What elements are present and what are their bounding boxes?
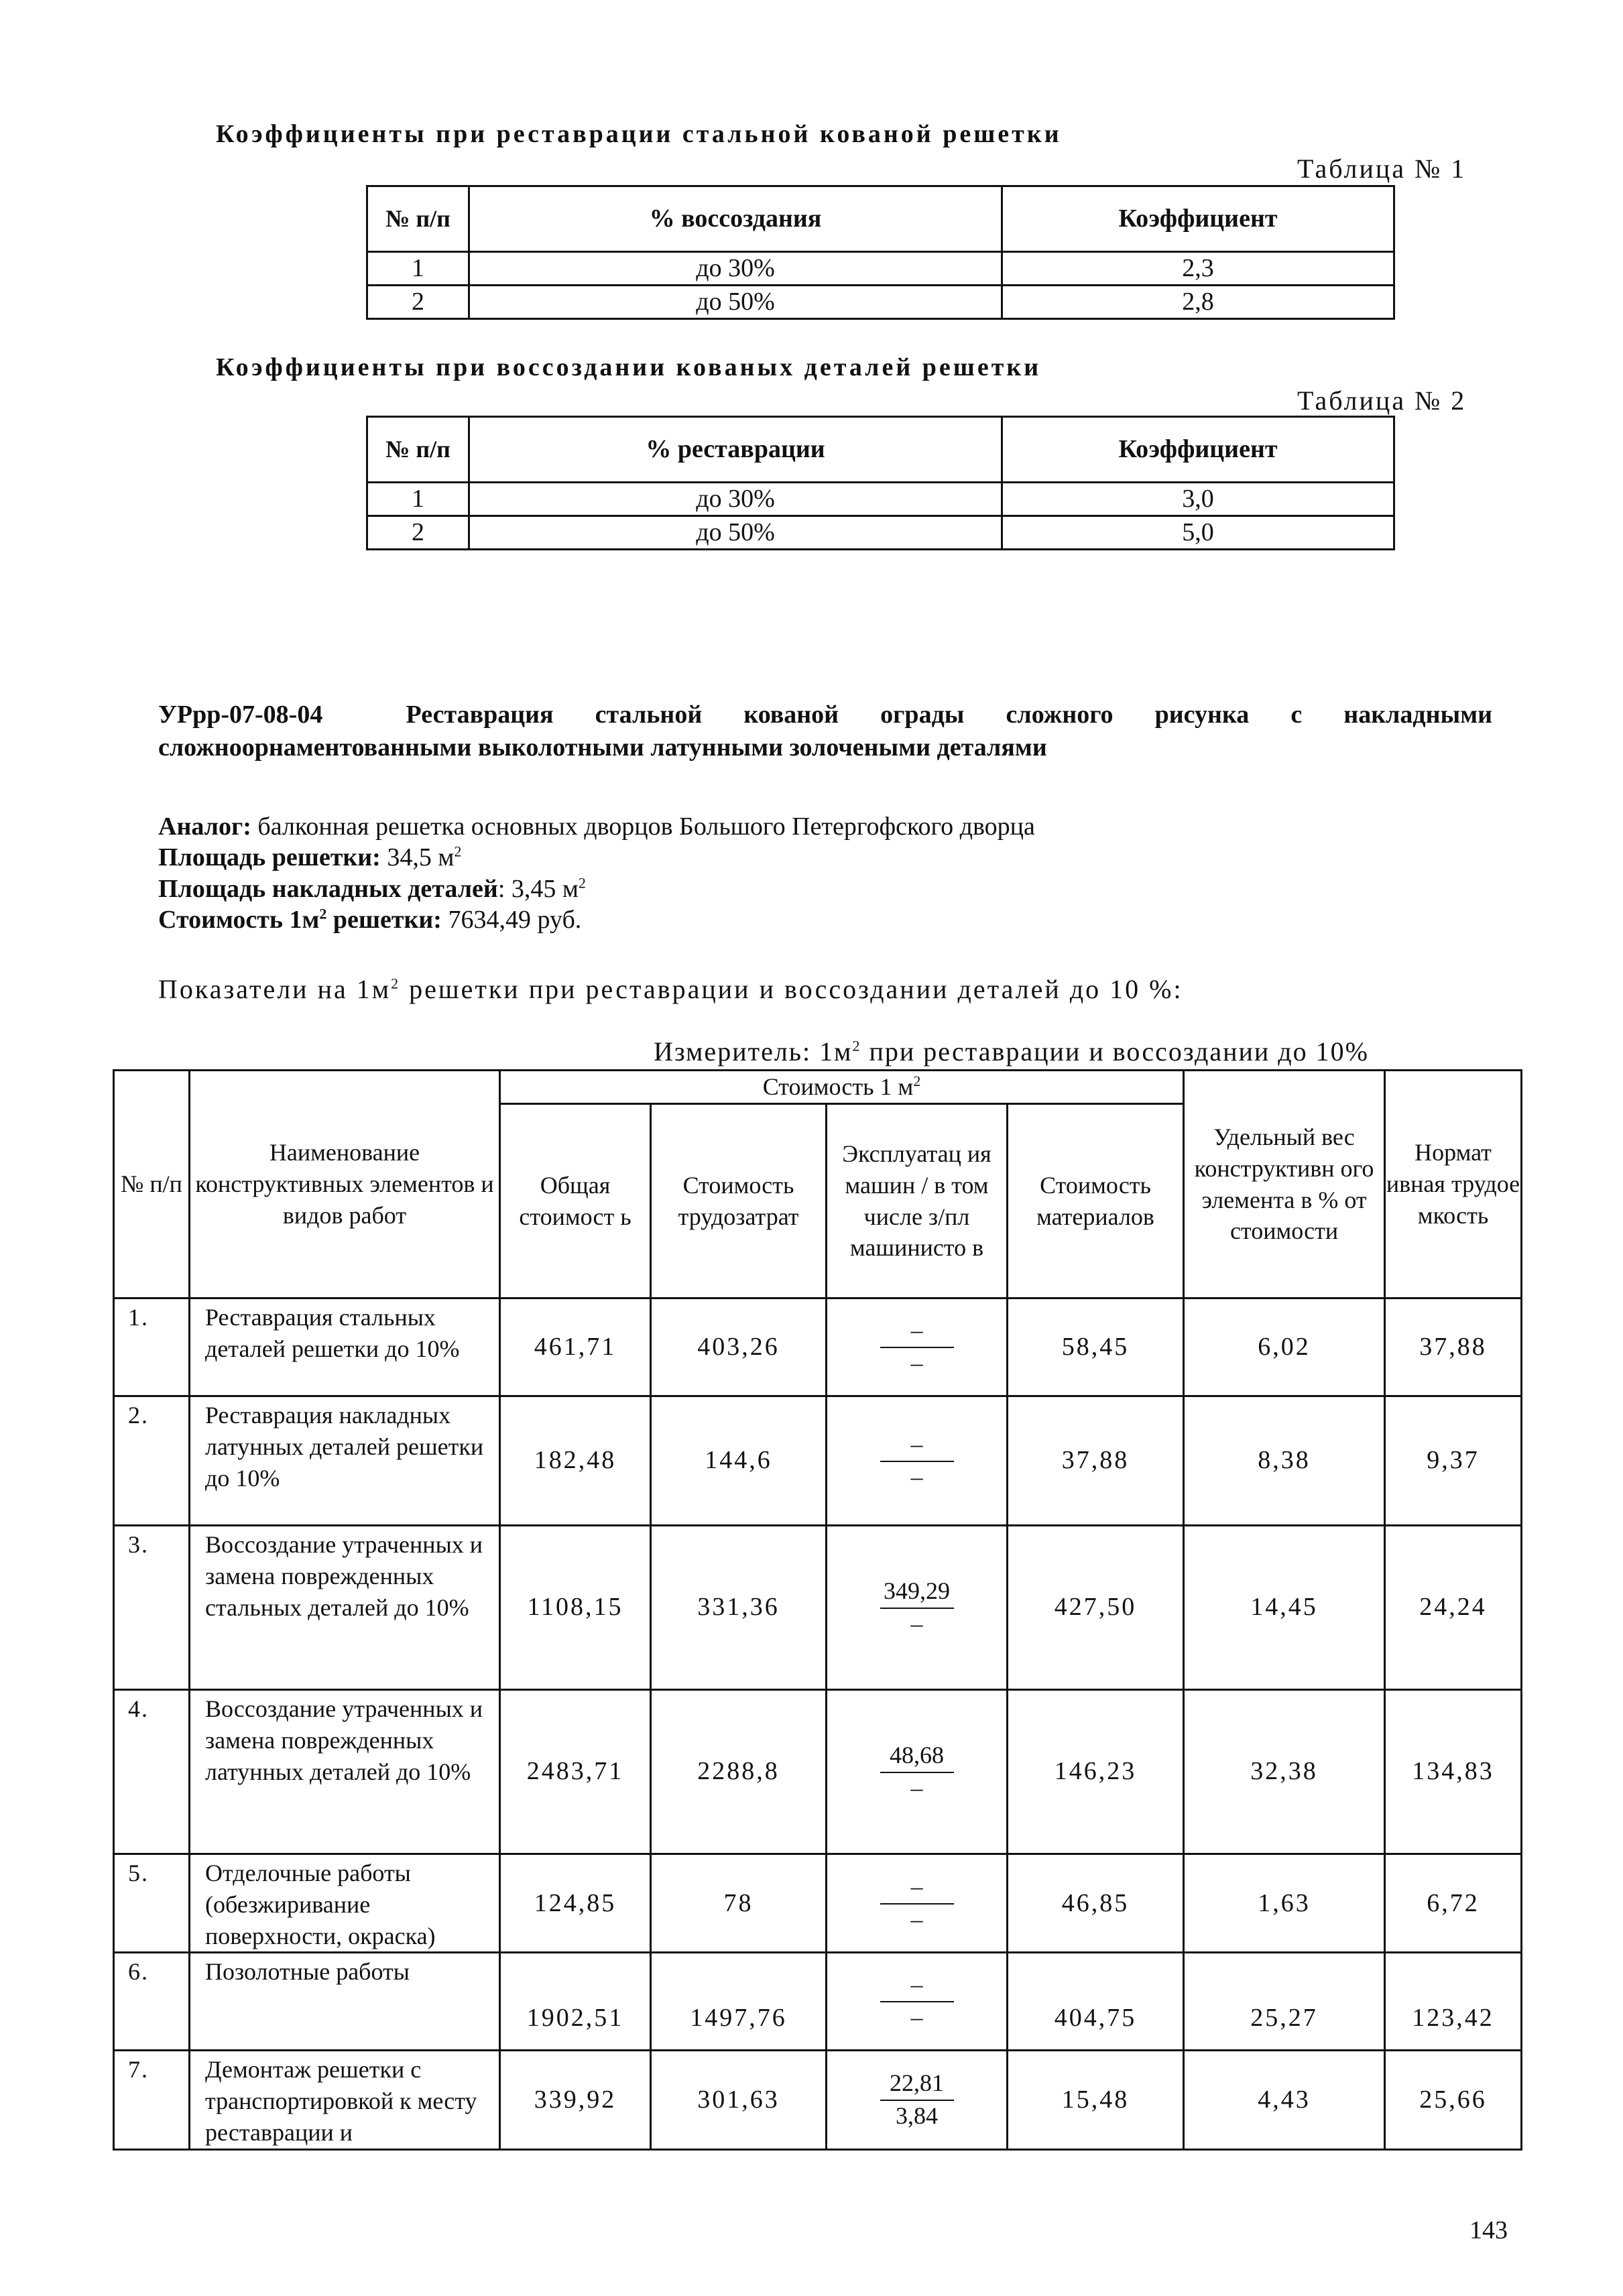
sup-2: 2 — [319, 905, 327, 922]
machines-top: 48,68 — [890, 1741, 944, 1768]
table1-label: Таблица № 1 — [1297, 154, 1467, 184]
page-number: 143 — [1469, 2216, 1508, 2244]
table2-header-pct: % реставрации — [469, 417, 1002, 483]
header-materials: Стоимость материалов — [1008, 1104, 1184, 1298]
table-row — [114, 1854, 1522, 1953]
row-name: Позолотные работы — [190, 1953, 500, 2051]
table-row — [114, 1396, 1522, 1526]
row-num: 7. — [114, 2051, 190, 2149]
table1 — [366, 185, 1395, 320]
table2-header-num: № п/п — [367, 417, 469, 483]
row-total: 1108,15 — [500, 1526, 651, 1690]
table2-cell: 5,0 — [1002, 516, 1394, 550]
row-weight: 6,02 — [1184, 1298, 1385, 1396]
row-machines — [827, 1396, 1008, 1526]
overlay-label: Площадь накладных деталей — [158, 874, 498, 903]
row-weight: 8,38 — [1184, 1396, 1385, 1526]
header-name: Наименование конструктивных элементов и видов работ — [190, 1071, 500, 1298]
row-num: 1. — [114, 1298, 190, 1396]
indicators-text-a: Показатели на 1м — [158, 974, 392, 1004]
row-num: 5. — [114, 1854, 190, 1953]
main-table — [113, 1069, 1522, 2151]
row-machines — [827, 2051, 1008, 2149]
machines-top: – — [910, 1430, 923, 1457]
row-name: Демонтаж решетки с транспортировкой к месту реставрации и — [190, 2051, 500, 2149]
row-name: Отделочные работы (обезжиривание поверхности, окраска) — [190, 1854, 500, 1953]
area-value: 34,5 м — [387, 843, 455, 872]
row-num: 3. — [114, 1526, 190, 1690]
machines-bottom: – — [910, 1349, 923, 1377]
table2-cell: 2 — [367, 516, 469, 550]
section-heading — [158, 699, 1492, 764]
row-norm: 123,42 — [1385, 1953, 1522, 2051]
table1-cell: до 30% — [469, 252, 1002, 286]
row-weight: 1,63 — [1184, 1854, 1385, 1953]
row-total: 2483,71 — [500, 1690, 651, 1854]
analog-value: балконная решетка основных дворцов Большого Петергофского дворца — [257, 812, 1035, 841]
table-row — [114, 1690, 1522, 1854]
row-machines — [827, 1854, 1008, 1953]
header-cost-group-text: Стоимость 1 м — [762, 1073, 914, 1101]
header-machines: Эксплуатац ия машин / в том числе з/пл машинисто в — [827, 1104, 1008, 1298]
table2-cell: до 30% — [469, 483, 1002, 516]
sup-2: 2 — [578, 874, 586, 892]
machines-bottom: – — [910, 1610, 923, 1637]
row-materials: 404,75 — [1008, 1953, 1184, 2051]
table1-header-pct: % воссоздания — [469, 186, 1002, 252]
sup-2: 2 — [852, 1037, 861, 1054]
machines-bottom: – — [910, 2004, 923, 2031]
row-machines — [827, 1953, 1008, 2051]
cost-label-b: решетки: — [326, 906, 442, 934]
table-row — [114, 1526, 1522, 1690]
sup-2: 2 — [391, 975, 401, 992]
row-num: 6. — [114, 1953, 190, 2051]
row-labor: 403,26 — [651, 1298, 827, 1396]
machines-top: 22,81 — [890, 2069, 944, 2097]
cost-label-a: Стоимость 1м — [158, 906, 320, 934]
row-total: 182,48 — [500, 1396, 651, 1526]
section-code: УРрр-07-08-04 — [158, 701, 323, 729]
row-materials: 427,50 — [1008, 1526, 1184, 1690]
table2-cell: 3,0 — [1002, 483, 1394, 516]
header-weight: Удельный вес конструктивн ого элемента в % от стоимости — [1184, 1071, 1385, 1298]
row-materials: 46,85 — [1008, 1854, 1184, 1953]
table1-title: Коэффициенты при реставрации стальной кованой решетки — [216, 120, 1062, 148]
machines-bottom: – — [910, 1905, 923, 1933]
row-materials: 146,23 — [1008, 1690, 1184, 1854]
table-row — [367, 286, 1394, 319]
row-norm: 6,72 — [1385, 1854, 1522, 1953]
machines-top: 349,29 — [884, 1577, 950, 1604]
row-weight: 25,27 — [1184, 1953, 1385, 2051]
table-row — [114, 2051, 1522, 2149]
row-norm: 134,83 — [1385, 1690, 1522, 1854]
table2-label: Таблица № 2 — [1297, 385, 1467, 416]
table2-title: Коэффициенты при воссоздании кованых деталей решетки — [216, 353, 1042, 381]
machines-bottom: – — [910, 1774, 923, 1801]
machines-top: – — [910, 1317, 923, 1344]
row-norm: 25,66 — [1385, 2051, 1522, 2149]
measure-text-a: Измеритель: 1м — [654, 1036, 853, 1067]
row-norm: 37,88 — [1385, 1298, 1522, 1396]
row-num: 4. — [114, 1690, 190, 1854]
row-labor: 144,6 — [651, 1396, 827, 1526]
header-num: № п/п — [114, 1071, 190, 1298]
table-row — [114, 1298, 1522, 1396]
overlay-value: : 3,45 м — [497, 874, 579, 903]
table-row — [367, 516, 1394, 550]
table-row — [367, 483, 1394, 516]
row-weight: 4,43 — [1184, 2051, 1385, 2149]
info-block — [158, 811, 1492, 935]
analog-label: Аналог: — [158, 812, 251, 841]
table2-cell: до 50% — [469, 516, 1002, 550]
header-labor: Стоимость трудозатрат — [651, 1104, 827, 1298]
table1-header-num: № п/п — [367, 186, 469, 252]
row-norm: 24,24 — [1385, 1526, 1522, 1690]
row-labor: 1497,76 — [651, 1953, 827, 2051]
row-total: 1902,51 — [500, 1953, 651, 2051]
row-materials: 58,45 — [1008, 1298, 1184, 1396]
row-materials: 15,48 — [1008, 2051, 1184, 2149]
indicators-text-b: решетки при реставрации и воссоздании деталей до 10 %: — [400, 974, 1183, 1004]
row-name: Реставрация накладных латунных деталей решетки до 10% — [190, 1396, 500, 1526]
table1-cell: 1 — [367, 252, 469, 286]
section-title: Реставрация стальной кованой ограды сложного рисунка с накладными сложноорнаментованными выколотными латунными золочеными деталями — [158, 701, 1492, 762]
header-norm: Нормат ивная трудое мкость — [1385, 1071, 1522, 1298]
row-total: 461,71 — [500, 1298, 651, 1396]
sup-2: 2 — [913, 1073, 921, 1090]
row-total: 124,85 — [500, 1854, 651, 1953]
row-norm: 9,37 — [1385, 1396, 1522, 1526]
table-row — [114, 1953, 1522, 2051]
row-machines — [827, 1526, 1008, 1690]
row-name: Реставрация стальных деталей решетки до 10% — [190, 1298, 500, 1396]
table-row — [367, 252, 1394, 286]
indicators-line — [158, 973, 1183, 1005]
machines-top: – — [910, 1971, 923, 1998]
table1-cell: 2 — [367, 286, 469, 319]
row-name: Воссоздание утраченных и замена поврежденных латунных деталей до 10% — [190, 1690, 500, 1854]
table2-header-coef: Коэффициент — [1002, 417, 1394, 483]
row-weight: 32,38 — [1184, 1690, 1385, 1854]
machines-top: – — [910, 1872, 923, 1900]
table1-cell: 2,8 — [1002, 286, 1394, 319]
row-num: 2. — [114, 1396, 190, 1526]
row-name: Воссоздание утраченных и замена поврежденных стальных деталей до 10% — [190, 1526, 500, 1690]
measure-text-b: при реставрации и воссоздании до 10% — [861, 1036, 1369, 1067]
measure-line — [654, 1036, 1369, 1067]
machines-bottom: – — [910, 1463, 923, 1490]
table1-cell: до 50% — [469, 286, 1002, 319]
row-weight: 14,45 — [1184, 1526, 1385, 1690]
row-labor: 331,36 — [651, 1526, 827, 1690]
table1-cell: 2,3 — [1002, 252, 1394, 286]
sup-2: 2 — [454, 843, 462, 860]
row-total: 339,92 — [500, 2051, 651, 2149]
table1-header-coef: Коэффициент — [1002, 186, 1394, 252]
row-labor: 2288,8 — [651, 1690, 827, 1854]
row-machines — [827, 1298, 1008, 1396]
row-materials: 37,88 — [1008, 1396, 1184, 1526]
header-total: Общая стоимост ь — [500, 1104, 651, 1298]
row-labor: 78 — [651, 1854, 827, 1953]
row-labor: 301,63 — [651, 2051, 827, 2149]
cost-value: 7634,49 руб. — [448, 906, 582, 934]
table2 — [366, 416, 1395, 550]
row-machines — [827, 1690, 1008, 1854]
table2-cell: 1 — [367, 483, 469, 516]
machines-bottom: 3,84 — [896, 2102, 938, 2130]
header-cost-group — [500, 1071, 1184, 1104]
area-label: Площадь решетки: — [158, 843, 381, 872]
